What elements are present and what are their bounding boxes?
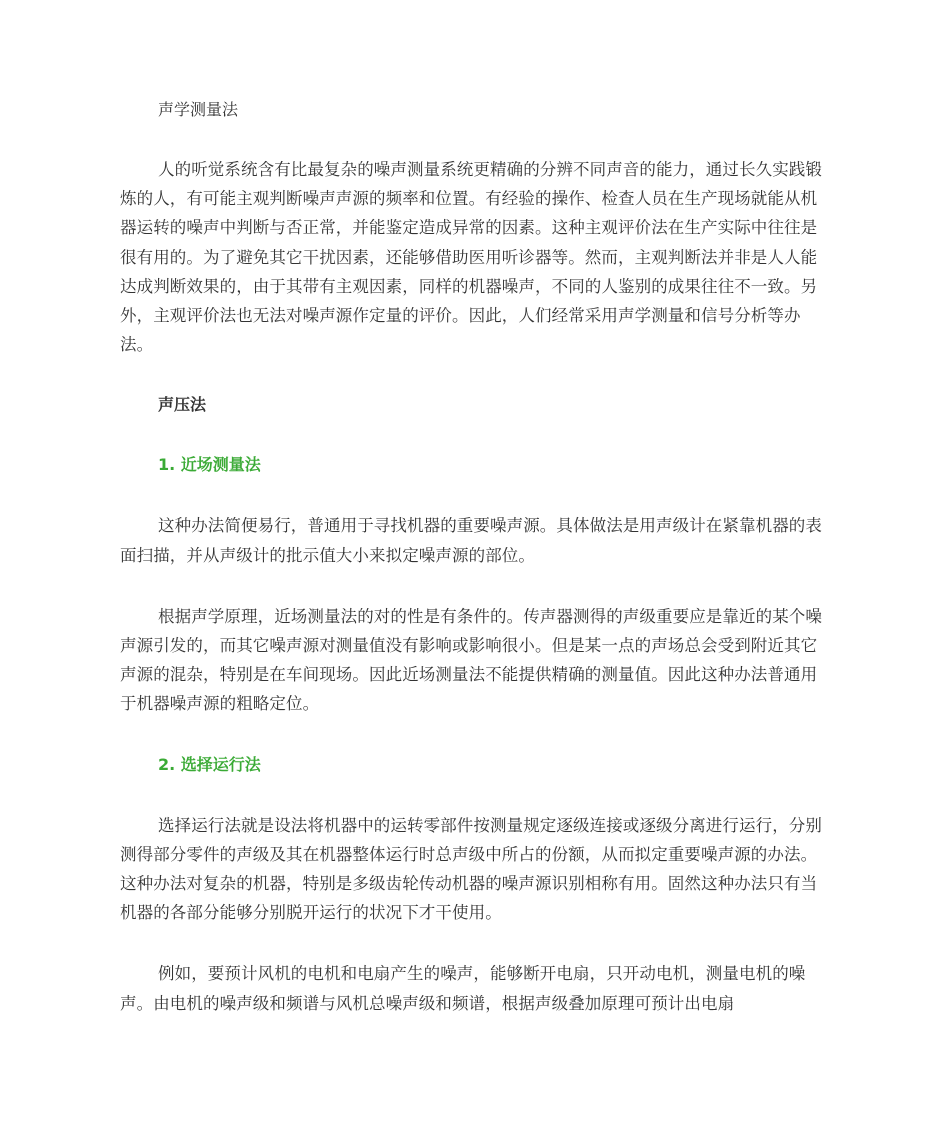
paragraph-fan-example: 例如，要预计风机的电机和电扇产生的噪声，能够断开电扇，只开动电机，测量电机的噪声。由电机的噪声级和频谱与风机总噪声级和频谱，根据声级叠加原理可预计出电扇 [120,964,806,1013]
paragraph-subjective-judgement: 人的听觉系统含有比最复杂的噪声测量系统更精确的分辨不同声音的能力，通过长久实践锻炼的人，有可能主观判断噪声声源的频率和位置。有经验的操作、检查人员在生产现场就能从机器运转的噪声中判断与否正常，并能鉴定造成异常的因素。这种主观评价法在生产实际中往往是很有用的。为了避免其它干扰因素，还能够借助医用听诊器等。然而，主观判断法并非是人人能达成判断效果的，由于其带有主观因素，同样的机器噪声，不同的人鉴别的成果往往不一致。另外，主观评价法也无法对噪声源作定量的评价。因此，人们经常采用声学测量和信号分析等办法。 [120,160,822,355]
paragraph-selective-operation: 选择运行法就是设法将机器中的运转零部件按测量规定逐级连接或逐级分离进行运行，分别测得部分零件的声级及其在机器整体运行时总声级中所占的份额，从而拟定重要噪声源的办法。这种办法对复杂的机器，特别是多级齿轮传动机器的噪声源识别相称有用。固然这种办法只有当机器的各部分能够分别脱开运行的状况下才干使用。 [120,815,822,923]
paragraph-near-field-method: 这种办法简便易行，普通用于寻找机器的重要噪声源。具体做法是用声级计在紧靠机器的表面扫描，并从声级计的批示值大小来拟定噪声源的部位。 [120,516,822,565]
section-title-sound-pressure: 声压法 [158,395,207,415]
paragraph-near-field-principle: 根据声学原理，近场测量法的对的性是有条件的。传声器测得的声级重要应是靠近的某个噪声源引发的，而其它噪声源对测量值没有影响或影响很小。但是某一点的声场总会受到附近其它声源的混杂，特别是在车间现场。因此近场测量法不能提供精确的测量值。因此这种办法普通用于机器噪声源的粗略定位。 [120,606,822,714]
subsection-title-selective-operation: 2. 选择运行法 [158,754,261,774]
section-title-acoustic-measurement: 声学测量法 [158,100,239,119]
document-page [120,96,832,1018]
subsection-title-near-field: 1. 近场测量法 [158,455,261,475]
